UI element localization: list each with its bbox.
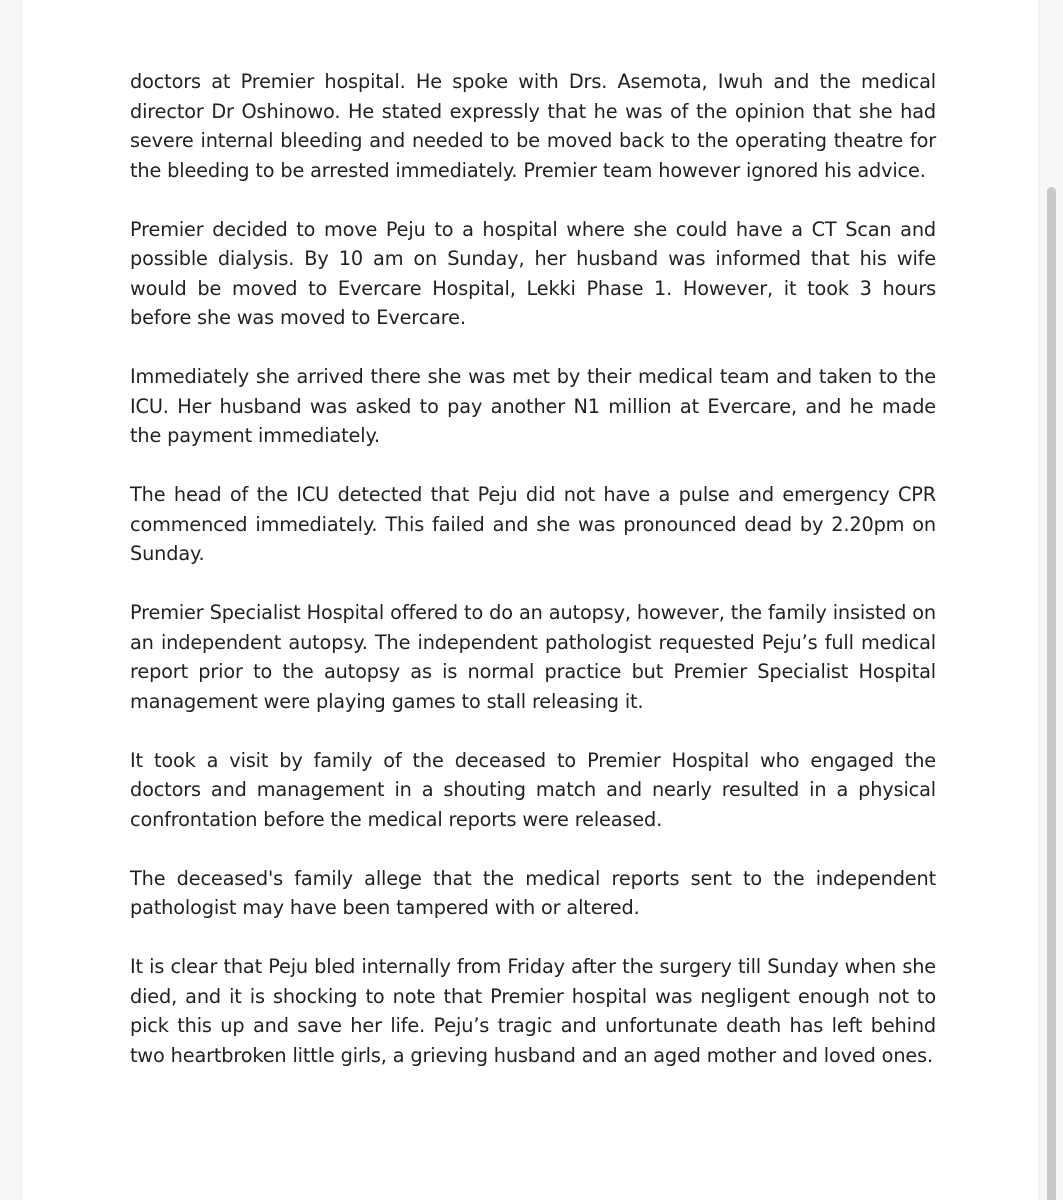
paragraph: Immediately she arrived there she was met by their medical team and taken to the ICU. Her husband was asked to pay another N1 million at Evercare, and he made the payment immediately.: [130, 365, 936, 447]
paragraph: The head of the ICU detected that Peju did not have a pulse and emergency CPR commenced immediately. This failed and she was pronounced dead by 2.20pm on Sunday.: [130, 483, 936, 565]
paragraph: It is clear that Peju bled internally from Friday after the surgery till Sunday when she died, and it is shocking to note that Premier hospital was negligent enough not to pick this up and save her life. Peju’s tragic and unfortunate death has left behind two heartbroken little girls, a grieving husband and an aged mother and loved ones.: [130, 955, 936, 1067]
document-page: [22, 0, 1038, 1200]
paragraph: doctors at Premier hospital. He spoke with Drs. Asemota, Iwuh and the medical director Dr Oshinowo. He stated expressly that he was of the opinion that she had severe internal bleeding and needed to be moved back to the operating theatre for the bleeding to be arrested immediately. Premier team however ignored his advice.: [130, 70, 936, 182]
paragraph: The deceased's family allege that the medical reports sent to the independent pathologist may have been tampered with or altered.: [130, 866, 936, 919]
paragraph: Premier Specialist Hospital offered to do an autopsy, however, the family insisted on an independent autopsy. The independent pathologist requested Peju’s full medical report prior to the autopsy as is normal practice but Premier Specialist Hospital management were playing games to stall releasing it.: [130, 601, 936, 713]
paragraph: Premier decided to move Peju to a hospital where she could have a CT Scan and possible dialysis. By 10 am on Sunday, her husband was informed that his wife would be moved to Evercare Hospital, Lekki Phase 1. However, it took 3 hours before she was moved to Evercare.: [130, 217, 936, 329]
document-body: [130, 67, 936, 1100]
scrollbar-thumb[interactable]: [1047, 187, 1056, 1200]
paragraph: It took a visit by family of the deceased to Premier Hospital who engaged the doctors and management in a shouting match and nearly resulted in a physical confrontation before the medical reports were released.: [130, 748, 936, 831]
